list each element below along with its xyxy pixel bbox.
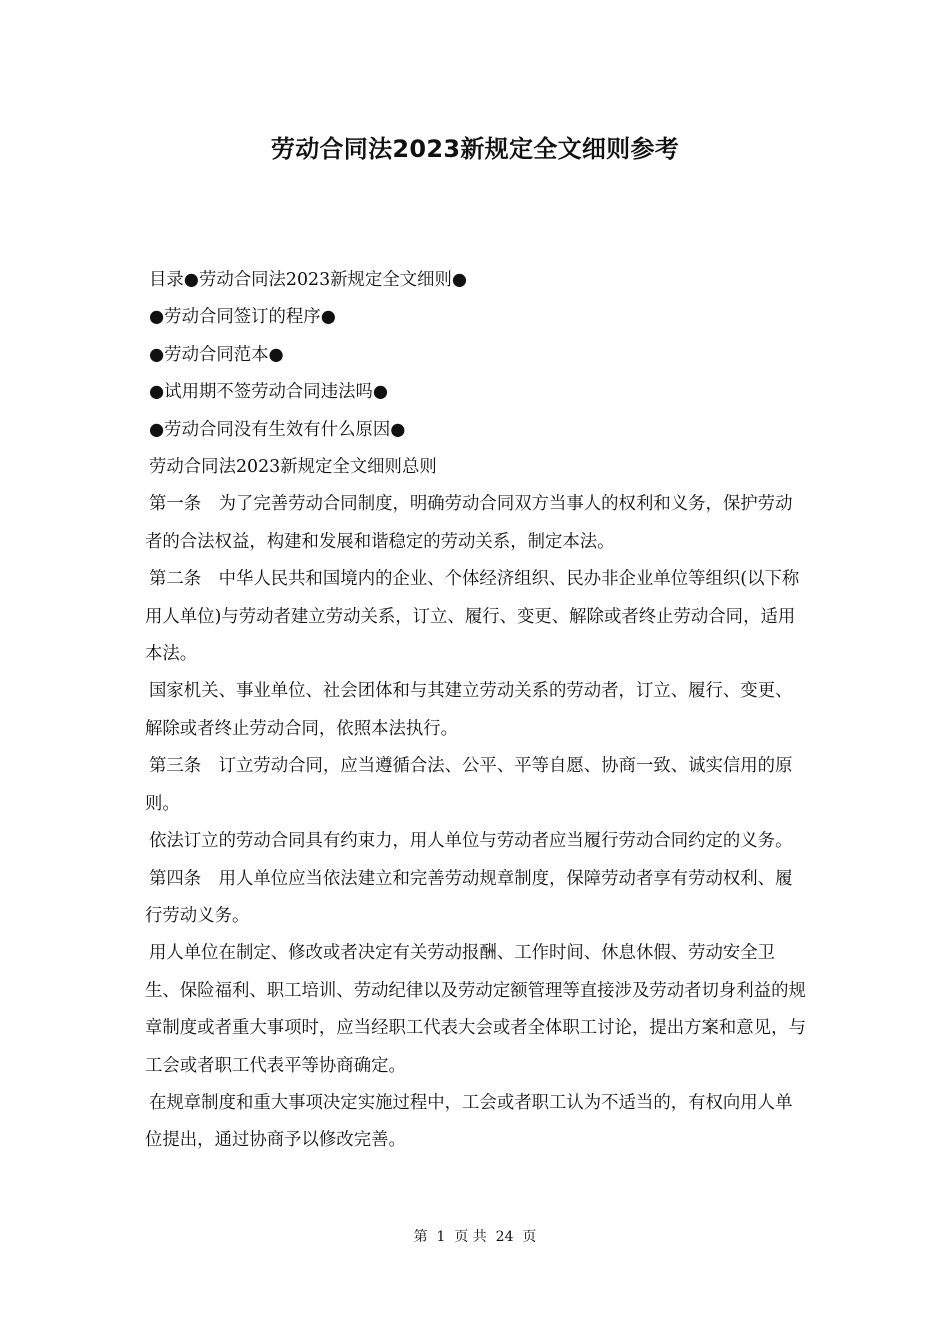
toc-line: ●劳动合同签订的程序● xyxy=(149,307,336,328)
toc-line: ●劳动合同范本● xyxy=(149,344,284,365)
document-title: 劳动合同法2023新规定全文细则参考 xyxy=(270,135,680,163)
paragraph: 用人单位在制定、修改或者决定有关劳动报酬、工作时间、休息休假、劳动安全卫生、保险福利、职工培训、劳动纪律以及劳动定额管理等直接涉及劳动者切身利益的规章制度或者重大事项时，应当经职工代表大会或者全体职工讨论，提出方案和意见，与工会或者职工代表平等协商确定。 xyxy=(145,943,806,1076)
toc-line: ●劳动合同没有生效有什么原因● xyxy=(149,419,406,440)
paragraph: 第二条 中华人民共和国境内的企业、个体经济组织、民办非企业单位等组织(以下称用人单位)与劳动者建立劳动关系，订立、履行、变更、解除或者终止劳动合同，适用本法。 xyxy=(145,569,800,665)
paragraph: 依法订立的劳动合同具有约束力，用人单位与劳动者应当履行劳动合同约定的义务。 xyxy=(149,831,793,852)
document-body xyxy=(145,262,809,1160)
toc-line: ●试用期不签劳动合同违法吗● xyxy=(149,382,389,403)
paragraph: 第三条 订立劳动合同，应当遵循合法、公平、平等自愿、协商一致、诚实信用的原则。 xyxy=(145,756,793,814)
paragraph: 第一条 为了完善劳动合同制度，明确劳动合同双方当事人的权利和义务，保护劳动者的合法权益，构建和发展和谐稳定的劳动关系，制定本法。 xyxy=(145,494,793,552)
toc-line: 目录●劳动合同法2023新规定全文细则● xyxy=(149,270,468,290)
paragraph: 在规章制度和重大事项决定实施过程中，工会或者职工认为不适当的，有权向用人单位提出，通过协商予以修改完善。 xyxy=(145,1092,793,1151)
page-number-footer: 第 1 页 共 24 页 xyxy=(413,1229,537,1245)
section-heading: 劳动合同法2023新规定全文细则总则 xyxy=(149,457,437,478)
paragraph: 第四条 用人单位应当依法建立和完善劳动规章制度，保障劳动者享有劳动权利、履行劳动义务。 xyxy=(145,868,793,926)
paragraph: 国家机关、事业单位、社会团体和与其建立劳动关系的劳动者，订立、履行、变更、解除或者终止劳动合同，依照本法执行。 xyxy=(145,681,793,739)
